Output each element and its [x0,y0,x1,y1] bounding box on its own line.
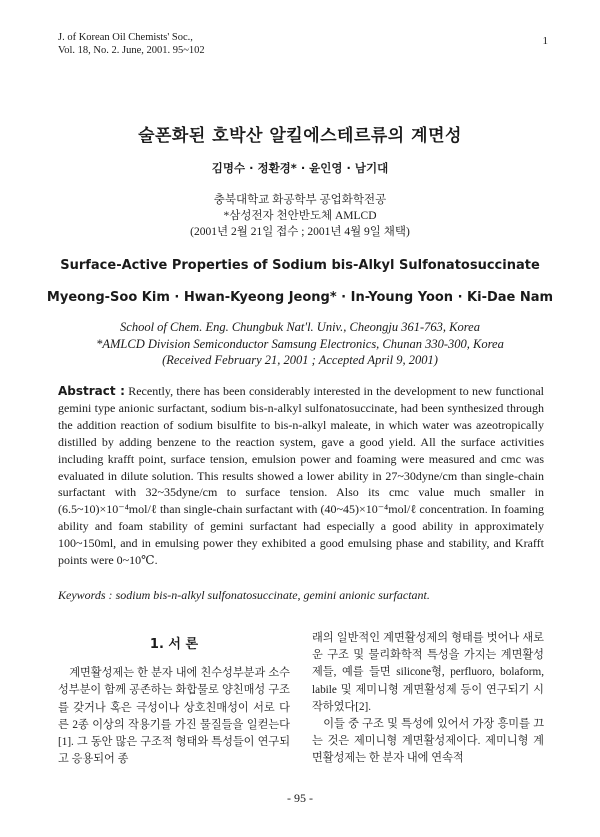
right-column [312,630,544,768]
korean-affiliation-1: 충북대학교 화공학부 공업화학전공 [213,194,387,206]
header-page-number: 1 [542,35,548,47]
korean-dates: (2001년 2월 21일 접수 ; 2001년 4월 9일 채택) [190,226,410,238]
korean-authors: 김명수 · 정환경* · 윤인영 · 남기대 [211,161,389,175]
footer-page-number: - 95 - [287,791,313,805]
korean-affiliations [0,192,600,240]
keywords-label: Keywords : [58,588,113,602]
body-paragraph: 래의 일반적인 계면활성제의 형태를 벗어나 새로운 구조 및 물리화학적 특성을 가지는 계면활성제들, 예를 들면 silicone형, perfluoro, bolaform, labile 및 제미니형 계면활성제 등이 연구되기 시작하였다[2]. [312,632,544,713]
body-paragraph: 이들 중 구조 및 특성에 있어서 가장 흥미를 끄는 것은 제미니형 계면활성제이다. 제미니형 계면활성제는 한 분자 내에 연속적 [312,718,544,765]
english-affiliation-1: School of Chem. Eng. Chungbuk Nat'l. Univ., Cheongju 361-763, Korea [120,320,480,334]
english-title: Surface-Active Properties of Sodium bis-Alkyl Sulfonatosuccinate [60,258,540,273]
abstract-text: Recently, there has been considerably interested in the development to new functional gemini type anionic surfactant, sodium bis-n-alkyl sulfonatosuccinate, had been synthesized through the addition reaction of sodium bisulfite to bis-n-alkyl maleate, in which water was azeotropically distilled by adding benzene to the reaction system, gave a good yield. All the surface activities including krafft point, surface tension, emulsion power and foaming were measured and cmc was evaluated in dilute solution. This results showed a lower ability in 27~30dyne/cm than single-chain surfactant with 32~35dyne/cm to surface tension. Also its cmc value much smaller in (6.5~10)×10⁻⁴mol/ℓ than single-chain surfactant with (40~45)×10⁻⁴mol/ℓ concentration. In foaming ability and foam stability of gemini surfactant had especially a good ability in approximately 100~150ml, and in emulsing power they exhibited a good emulsing phase and stability, and Krafft points were 0~10℃. [58,384,544,568]
abstract [58,383,544,569]
english-affiliation-2: *AMLCD Division Semiconductor Samsung Electronics, Chunan 330-300, Korea [96,336,504,351]
journal-name: J. of Korean Oil Chemists' Soc., [58,32,193,43]
korean-title: 술폰화된 호박산 알킬에스테르류의 계면성 [138,126,462,146]
section-heading-introduction: 1. 서 론 [149,637,199,652]
english-authors: Myeong-Soo Kim · Hwan-Kyeong Jeong* · In-Young Yoon · Ki-Dae Nam [46,290,554,305]
abstract-label: Abstract : [58,384,125,398]
left-column [58,630,290,768]
english-dates: (Received February 21, 2001 ; Accepted April 9, 2001) [162,353,438,367]
keywords [58,588,430,603]
korean-affiliation-2: *삼성전자 천안반도체 AMLCD [223,210,377,222]
keywords-text: sodium bis-n-alkyl sulfonatosuccinate, gemini anionic surfactant. [115,588,430,602]
journal-volume: Vol. 18, No. 2. June, 2001. 95~102 [58,45,205,56]
body-paragraph: 계면활성제는 한 분자 내에 친수성부분과 소수성부분이 함께 공존하는 화합물로 양친매성 구조를 갖거나 혹은 극성이나 상호친매성이 서로 다른 2종 이상의 작용기를 가진 물질들을 일컫는다[1]. 그 동안 많은 구조적 형태와 특성들이 연구되고 응용되어 종 [58,667,290,766]
journal-citation [58,31,205,57]
english-affiliations [0,319,600,369]
